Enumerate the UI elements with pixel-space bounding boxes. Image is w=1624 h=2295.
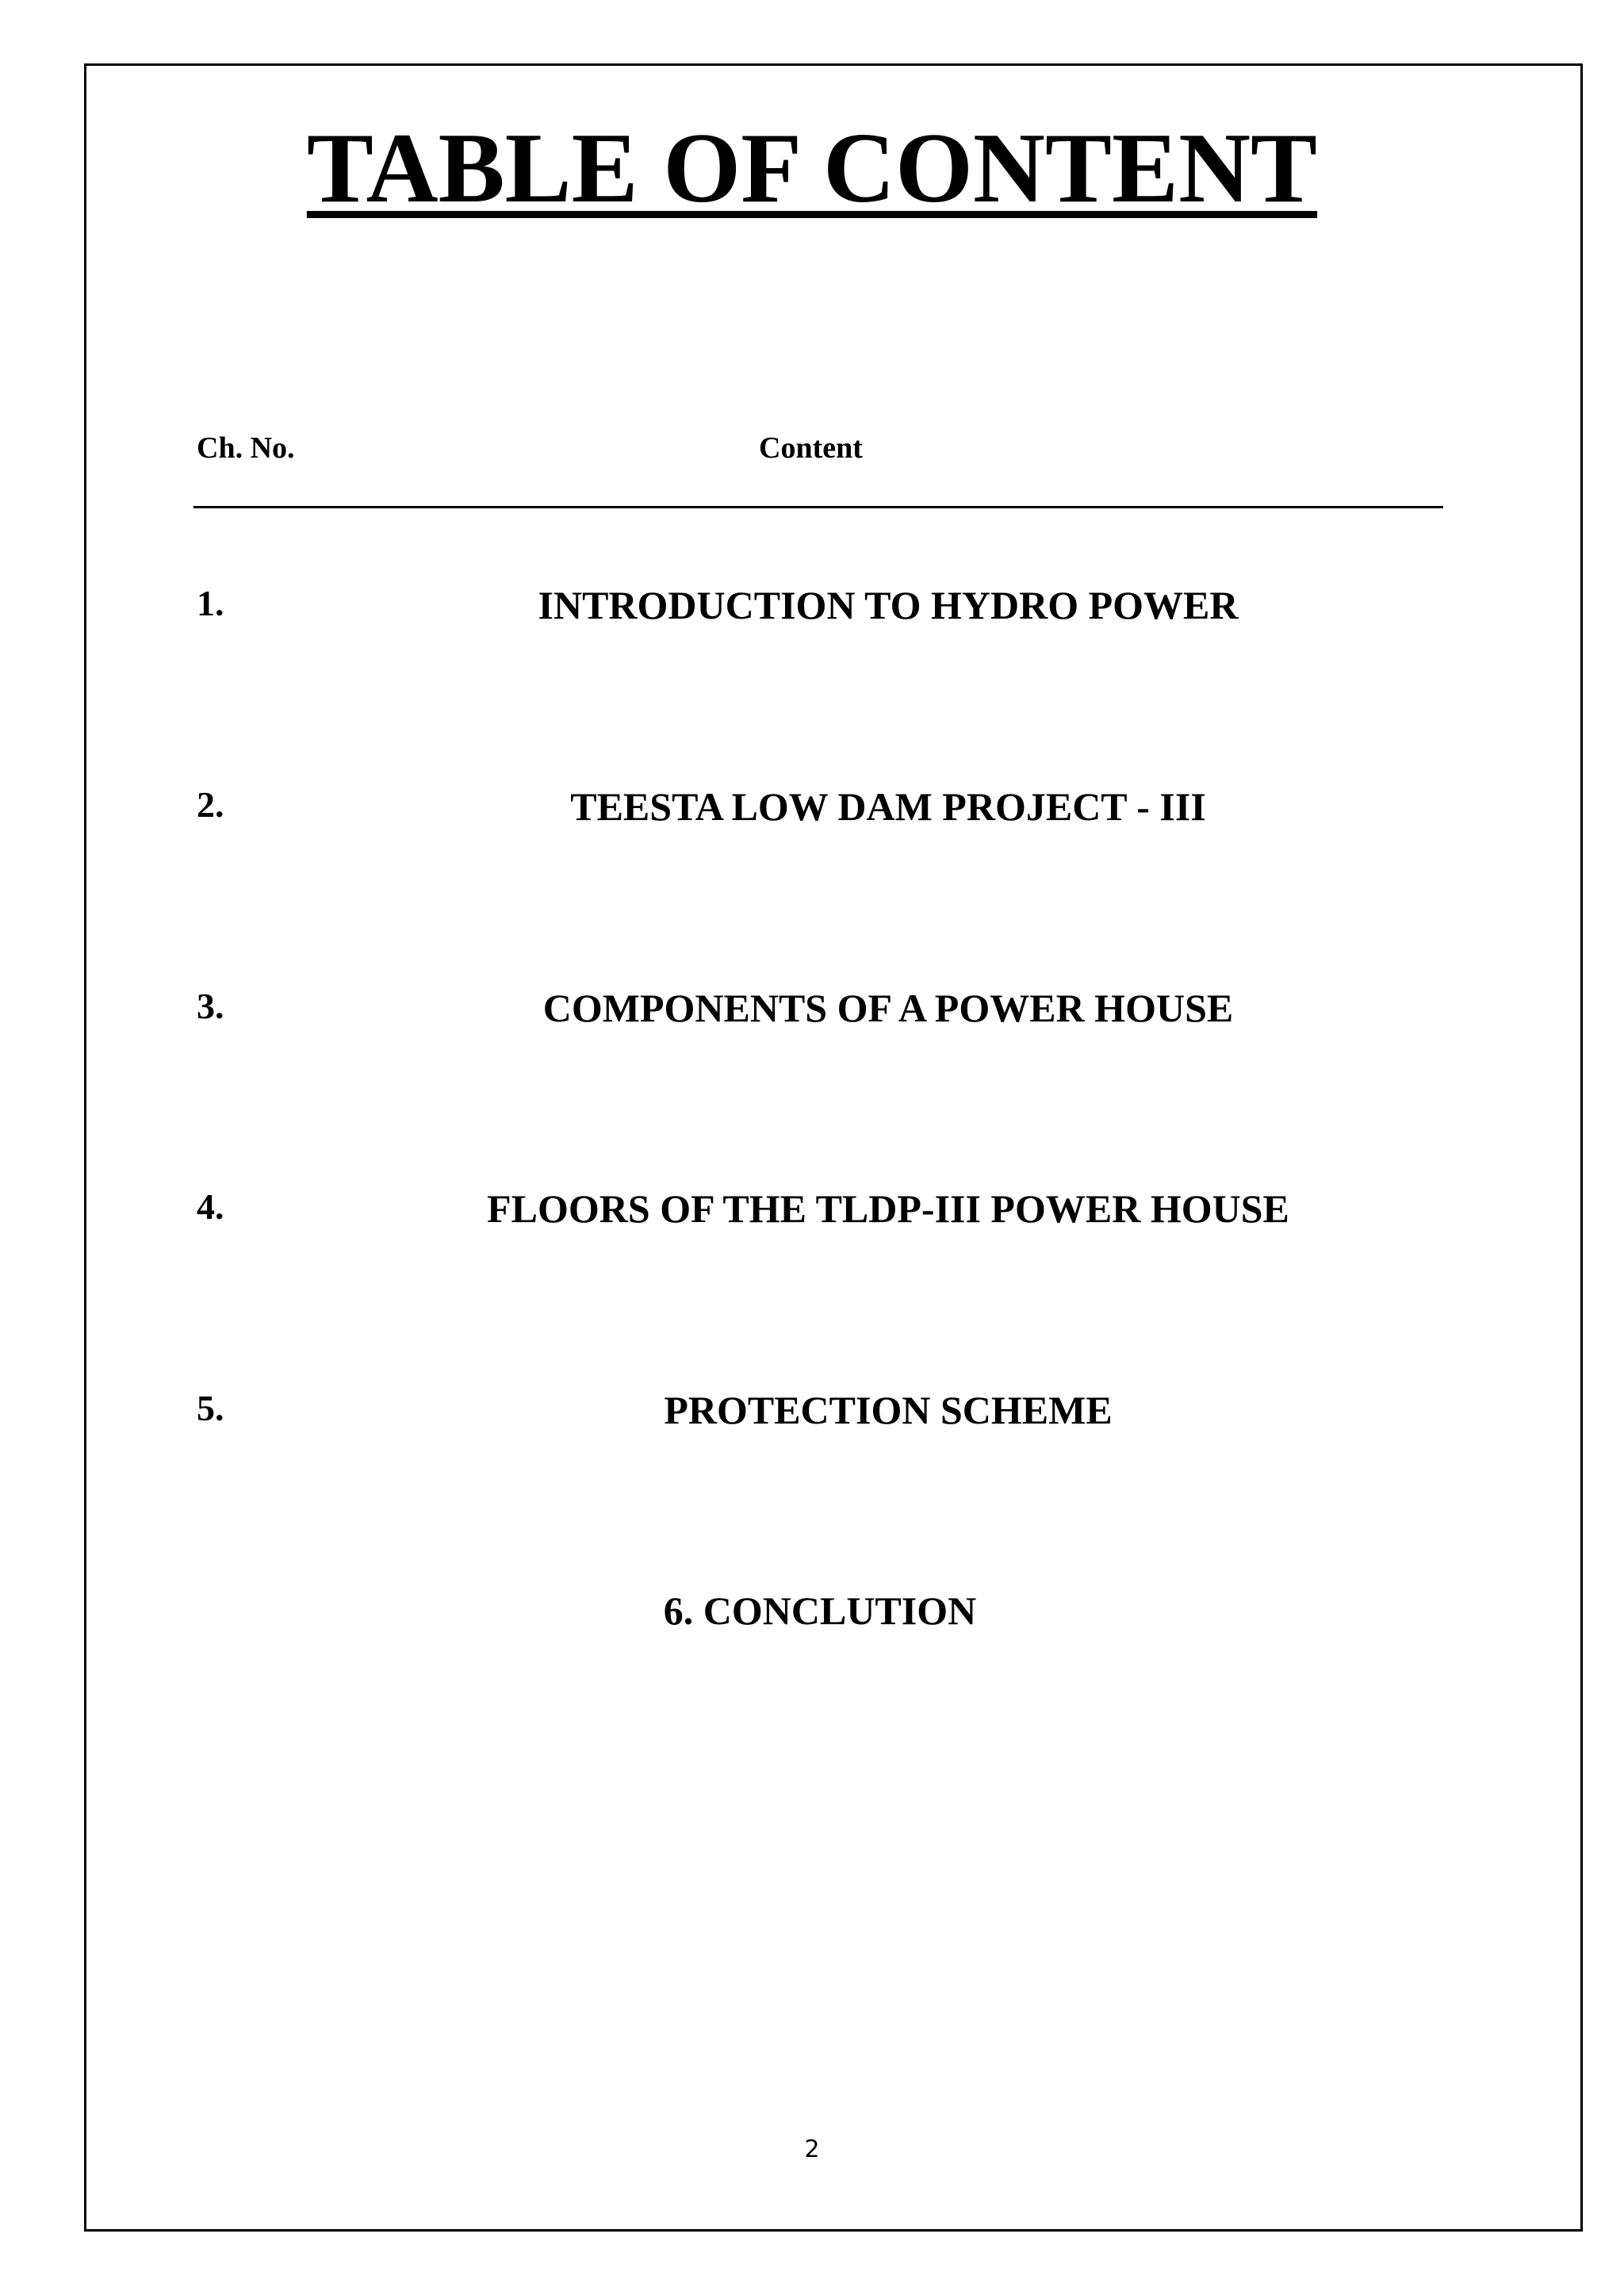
toc-entry-title: INTRODUCTION TO HYDRO POWER bbox=[538, 583, 1239, 627]
toc-entry-4 bbox=[0, 1186, 1624, 1236]
toc-entry-number: 4. bbox=[197, 1186, 224, 1227]
toc-entry-title: PROTECTION SCHEME bbox=[664, 1388, 1113, 1432]
toc-entry-title: FLOORS OF THE TLDP-III POWER HOUSE bbox=[487, 1186, 1289, 1231]
page-title-text: TABLE OF CONTENT bbox=[306, 113, 1318, 224]
page-number: 2 bbox=[804, 2136, 820, 2163]
column-header-chapter-number: Ch. No. bbox=[197, 431, 295, 465]
page-border bbox=[84, 63, 1583, 2232]
toc-entry-5 bbox=[0, 1390, 1624, 1438]
column-header-content: Content bbox=[759, 431, 863, 465]
toc-entry-3 bbox=[0, 988, 1624, 1036]
header-divider bbox=[193, 506, 1443, 508]
toc-entry-2 bbox=[0, 784, 1624, 834]
toc-entry-number: 5. bbox=[197, 1388, 224, 1428]
toc-entry-title: TEESTA LOW DAM PROJECT - III bbox=[570, 784, 1206, 829]
toc-entry-1 bbox=[0, 585, 1624, 633]
toc-entry-number: 1. bbox=[197, 583, 224, 623]
page-title bbox=[0, 113, 1624, 224]
toc-entry-title: COMPONENTS OF A POWER HOUSE bbox=[542, 986, 1234, 1030]
toc-entry-number: 2. bbox=[197, 784, 224, 825]
toc-entry-6: 6. CONCLUTION bbox=[663, 1588, 977, 1633]
toc-entry-number: 3. bbox=[197, 986, 224, 1026]
